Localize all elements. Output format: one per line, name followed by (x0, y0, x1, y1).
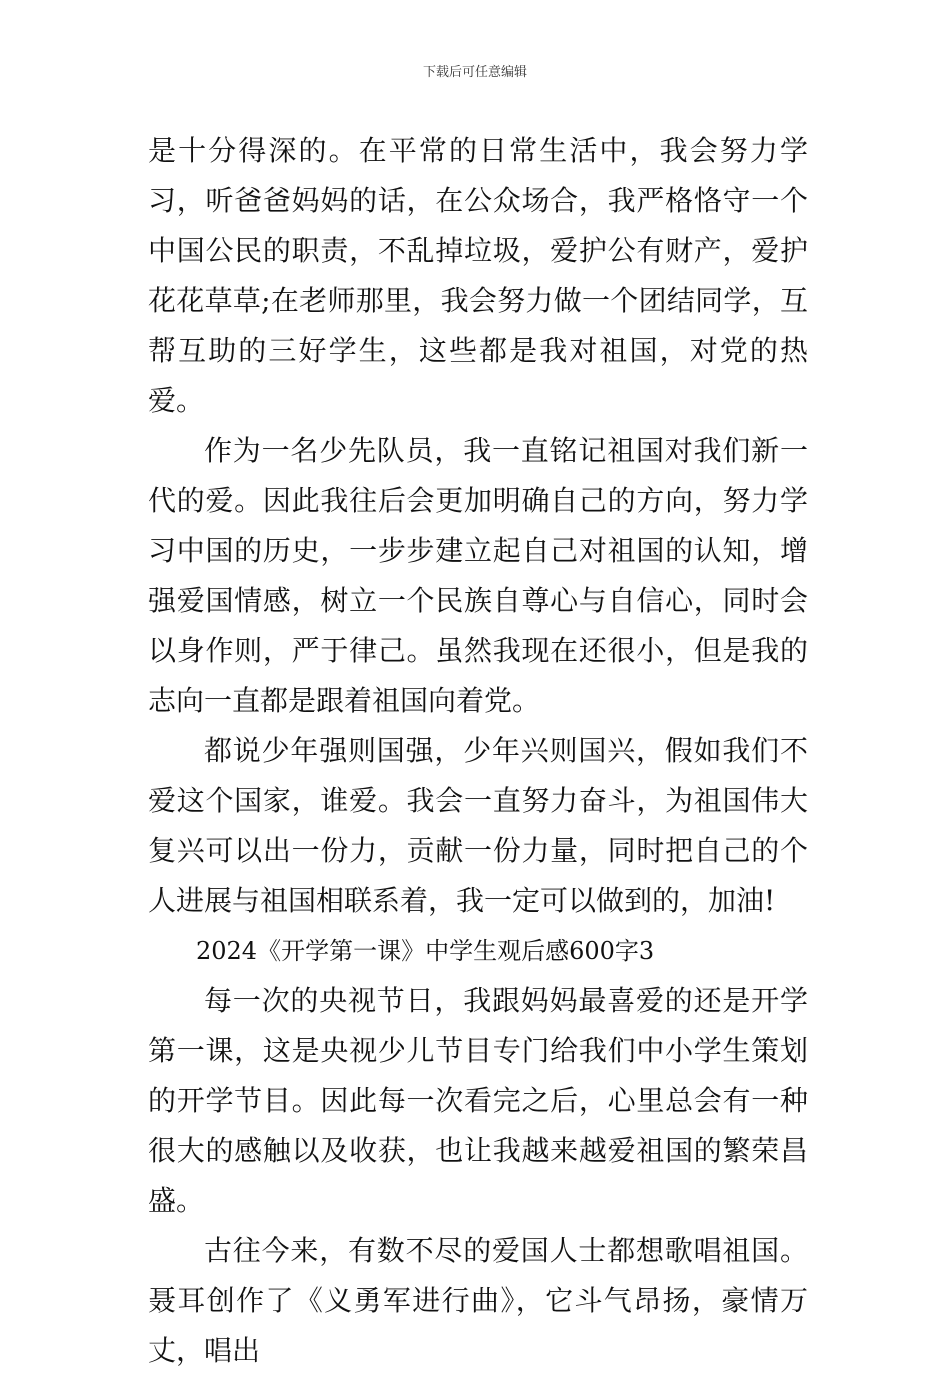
paragraph-5: 古往今来，有数不尽的爱国人士都想歌唱祖国。聂耳创作了《义勇军进行曲》，它斗气昂扬，豪情万丈，唱出 (148, 1234, 808, 1367)
paragraph-3: 都说少年强则国强，少年兴则国兴，假如我们不爱这个国家，谁爱。我会一直努力奋斗，为祖国伟大复兴可以出一份力，贡献一份力量，同时把自己的个人进展与祖国相联系着，我一定可以做到的，加油! (148, 734, 808, 917)
paragraph-1: 是十分得深的。在平常的日常生活中，我会努力学习，听爸爸妈妈的话，在公众场合，我严格恪守一个中国公民的职责，不乱掉垃圾，爱护公有财产，爱护花花草草;在老师那里，我会努力做一个团结同学，互帮互助的三好学生，这些都是我对祖国，对党的热爱。 (148, 134, 808, 417)
document-body (148, 126, 808, 1376)
page-header-note: 下载后可任意编辑 (422, 65, 527, 80)
section-heading: 2024《开学第一课》中学生观后感600字3 (196, 937, 655, 965)
paragraph-4: 每一次的央视节日，我跟妈妈最喜爱的还是开学第一课，这是央视少儿节目专门给我们中小学生策划的开学节目。因此每一次看完之后，心里总会有一种很大的感触以及收获，也让我越来越爱祖国的繁荣昌盛。 (148, 984, 808, 1217)
paragraph-2: 作为一名少先队员，我一直铭记祖国对我们新一代的爱。因此我往后会更加明确自己的方向，努力学习中国的历史，一步步建立起自己对祖国的认知，增强爱国情感，树立一个民族自尊心与自信心，同时会以身作则，严于律己。虽然我现在还很小，但是我的志向一直都是跟着祖国向着党。 (148, 434, 808, 717)
